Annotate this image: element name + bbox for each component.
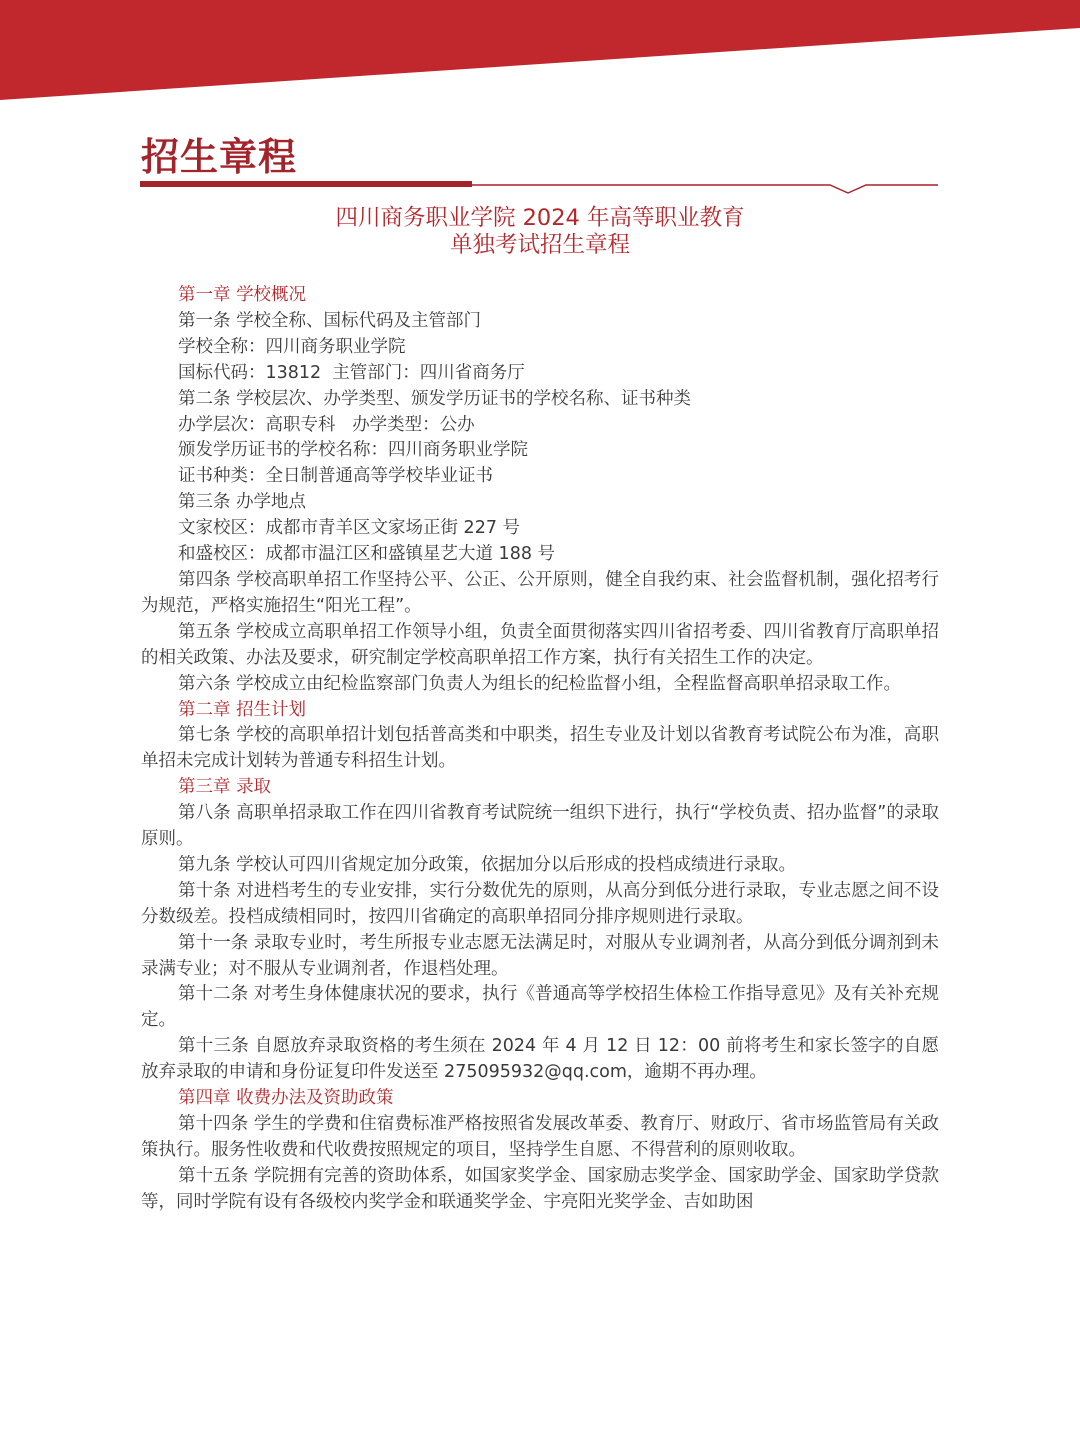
chapter-heading: 第三章 录取: [178, 777, 272, 798]
title-underline: [140, 176, 940, 196]
chapter-heading: 第四章 收费办法及资助政策: [178, 1088, 394, 1109]
section-title: 招生章程: [141, 134, 298, 179]
underline-thin-chevron: [472, 185, 938, 193]
article-paragraph: 第十五条 学院拥有完善的资助体系，如国家奖学金、国家励志奖学金、国家助学金、国家助学贷款等，同时学院有设有各级校内奖学金和联通奖学金、宇亮阳光奖学金、吉如助困: [141, 1165, 939, 1212]
underline-thick: [140, 181, 472, 187]
chapter-heading: 第一章 学校概况: [178, 285, 307, 305]
article-paragraph: 第十四条 学生的学费和住宿费标准严格按照省发展改革委、教育厅、财政厅、省市场监管局有关政策执行。服务性收费和代收费按照规定的项目，坚持学生自愿、不得营利的原则收取。: [141, 1114, 939, 1160]
article-heading: 第一条 学校全称、国标代码及主管部门: [178, 310, 482, 331]
top-banner: [0, 0, 1080, 110]
info-line: 颁发学历证书的学校名称：四川商务职业学院: [178, 440, 528, 461]
article-paragraph: 第五条 学校成立高职单招工作领导小组，负责全面贯彻落实四川省招考委、四川省教育厅高职单招的相关政策、办法及要求，研究制定学校高职单招工作方案，执行有关招生工作的决定。: [141, 621, 939, 668]
article-paragraph: 第十三条 自愿放弃录取资格的考生须在 2024 年 4 月 12 日 12：00 前将考生和家长签字的自愿放弃录取的申请和身份证复印件发送至 275095932@qq.com，逾期不再办理。: [141, 1036, 939, 1083]
article-paragraph: 第六条 学校成立由纪检监察部门负责人为组长的纪检监督小组，全程监督高职单招录取工作。: [178, 673, 902, 694]
info-line: 国标代码：13812 主管部门：四川省商务厅: [178, 362, 525, 383]
info-line: 办学层次：高职专科 办学类型：公办: [178, 414, 475, 435]
article-paragraph: 第七条 学校的高职单招计划包括普高类和中职类，招生专业及计划以省教育考试院公布为准，高职单招未完成计划转为普通专科招生计划。: [141, 725, 939, 772]
article-heading: 第二条 学校层次、办学类型、颁发学历证书的学校名称、证书种类: [178, 388, 692, 409]
article-paragraph: 第八条 高职单招录取工作在四川省教育考试院统一组织下进行，执行“学校负责、招办监督”的录取原则。: [141, 803, 939, 850]
info-line: 文家校区：成都市青羊区文家场正街 227 号: [178, 518, 521, 539]
article-paragraph: 第十条 对进档考生的专业安排，实行分数优先的原则，从高分到低分进行录取，专业志愿之间不设分数级差。投档成绩相同时，按四川省确定的高职单招同分排序规则进行录取。: [141, 880, 939, 927]
article-paragraph: 第十一条 录取专业时，考生所报专业志愿无法满足时，对服从专业调剂者，从高分到低分调剂到未录满专业；对不服从专业调剂者，作退档处理。: [141, 932, 939, 979]
document-title-line-2: 单独考试招生章程: [449, 232, 630, 258]
info-line: 和盛校区：成都市温江区和盛镇星艺大道 188 号: [178, 544, 556, 565]
info-line: 学校全称：四川商务职业学院: [178, 336, 406, 357]
article-paragraph: 第四条 学校高职单招工作坚持公平、公正、公开原则，健全自我约束、社会监督机制，强化招考行为规范，严格实施招生“阳光工程”。: [141, 569, 939, 616]
document-title-line-1: 四川商务职业学院 2024 年高等职业教育: [335, 205, 745, 231]
info-line: 证书种类：全日制普通高等学校毕业证书: [178, 466, 493, 487]
chapter-heading: 第二章 招生计划: [178, 699, 307, 720]
article-paragraph: 第九条 学校认可四川省规定加分政策，依据加分以后形成的投档成绩进行录取。: [178, 854, 797, 875]
document-body: [141, 283, 939, 1216]
article-paragraph: 第十二条 对考生身体健康状况的要求，执行《普通高等学校招生体检工作指导意见》及有关补充规定。: [141, 984, 939, 1031]
banner-shape: [0, 0, 1080, 100]
article-heading: 第三条 办学地点: [178, 492, 307, 513]
